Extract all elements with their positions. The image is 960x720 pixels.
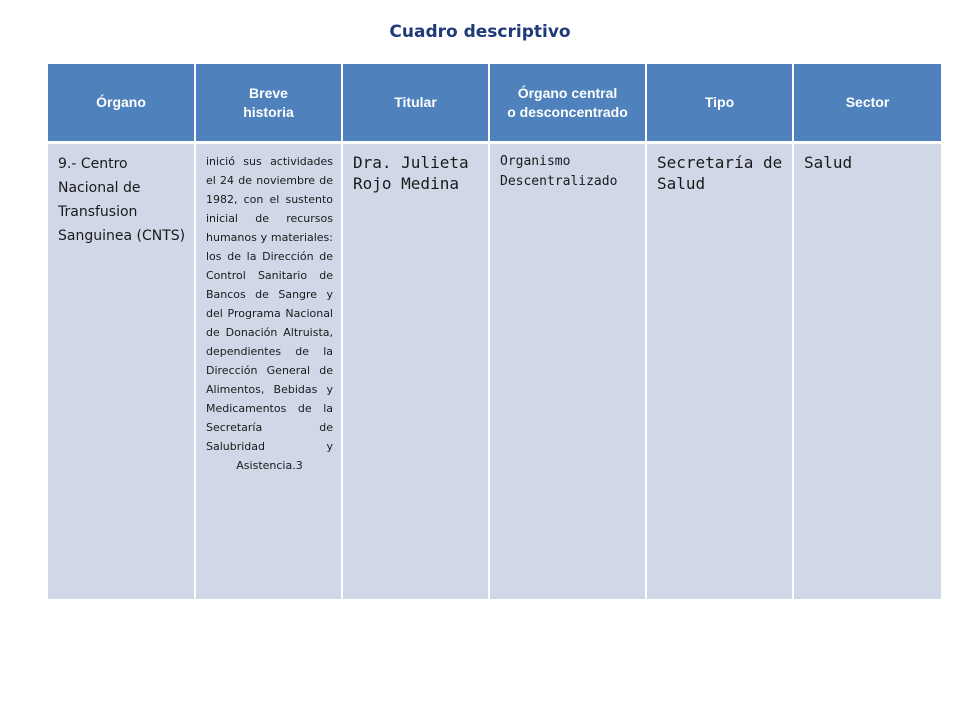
cell-centro: Organismo Descentralizado xyxy=(489,143,646,600)
cell-titular: Dra. Julieta Rojo Medina xyxy=(342,143,489,600)
header-titular-label: Titular xyxy=(394,94,437,110)
descriptive-table xyxy=(48,64,941,599)
header-titular xyxy=(342,64,489,143)
header-tipo-label: Tipo xyxy=(704,94,735,110)
page-title: Cuadro descriptivo xyxy=(389,22,571,42)
header-centro xyxy=(489,64,646,143)
header-organo-label: Órgano xyxy=(96,94,146,110)
cell-historia: inició sus actividades el 24 de noviembre de 1982, con el sustento inicial de recursos humanos y materiales: los de la Dirección de Control Sanitario de Bancos de Sangre y del Programa Nacional de Donación Altruista, dependientes de la Dirección General de Alimentos, Bebidas y Medicamentos de la Secretaría de Salubridad y Asistencia.3 xyxy=(195,143,342,600)
header-organo xyxy=(48,64,195,143)
cell-tipo: Secretaría de Salud xyxy=(646,143,793,600)
header-tipo xyxy=(646,64,793,143)
header-centro-label: Órgano central o desconcentrado xyxy=(507,84,628,120)
header-sector-label: Sector xyxy=(845,94,890,110)
table-row xyxy=(48,143,941,600)
header-sector xyxy=(793,64,941,143)
header-historia-label: Breve historia xyxy=(243,84,294,120)
cell-sector: Salud xyxy=(793,143,941,600)
header-row xyxy=(48,64,941,143)
cell-organo: 9.- Centro Nacional de Transfusion Sanguinea (CNTS) xyxy=(48,143,195,600)
header-historia xyxy=(195,64,342,143)
